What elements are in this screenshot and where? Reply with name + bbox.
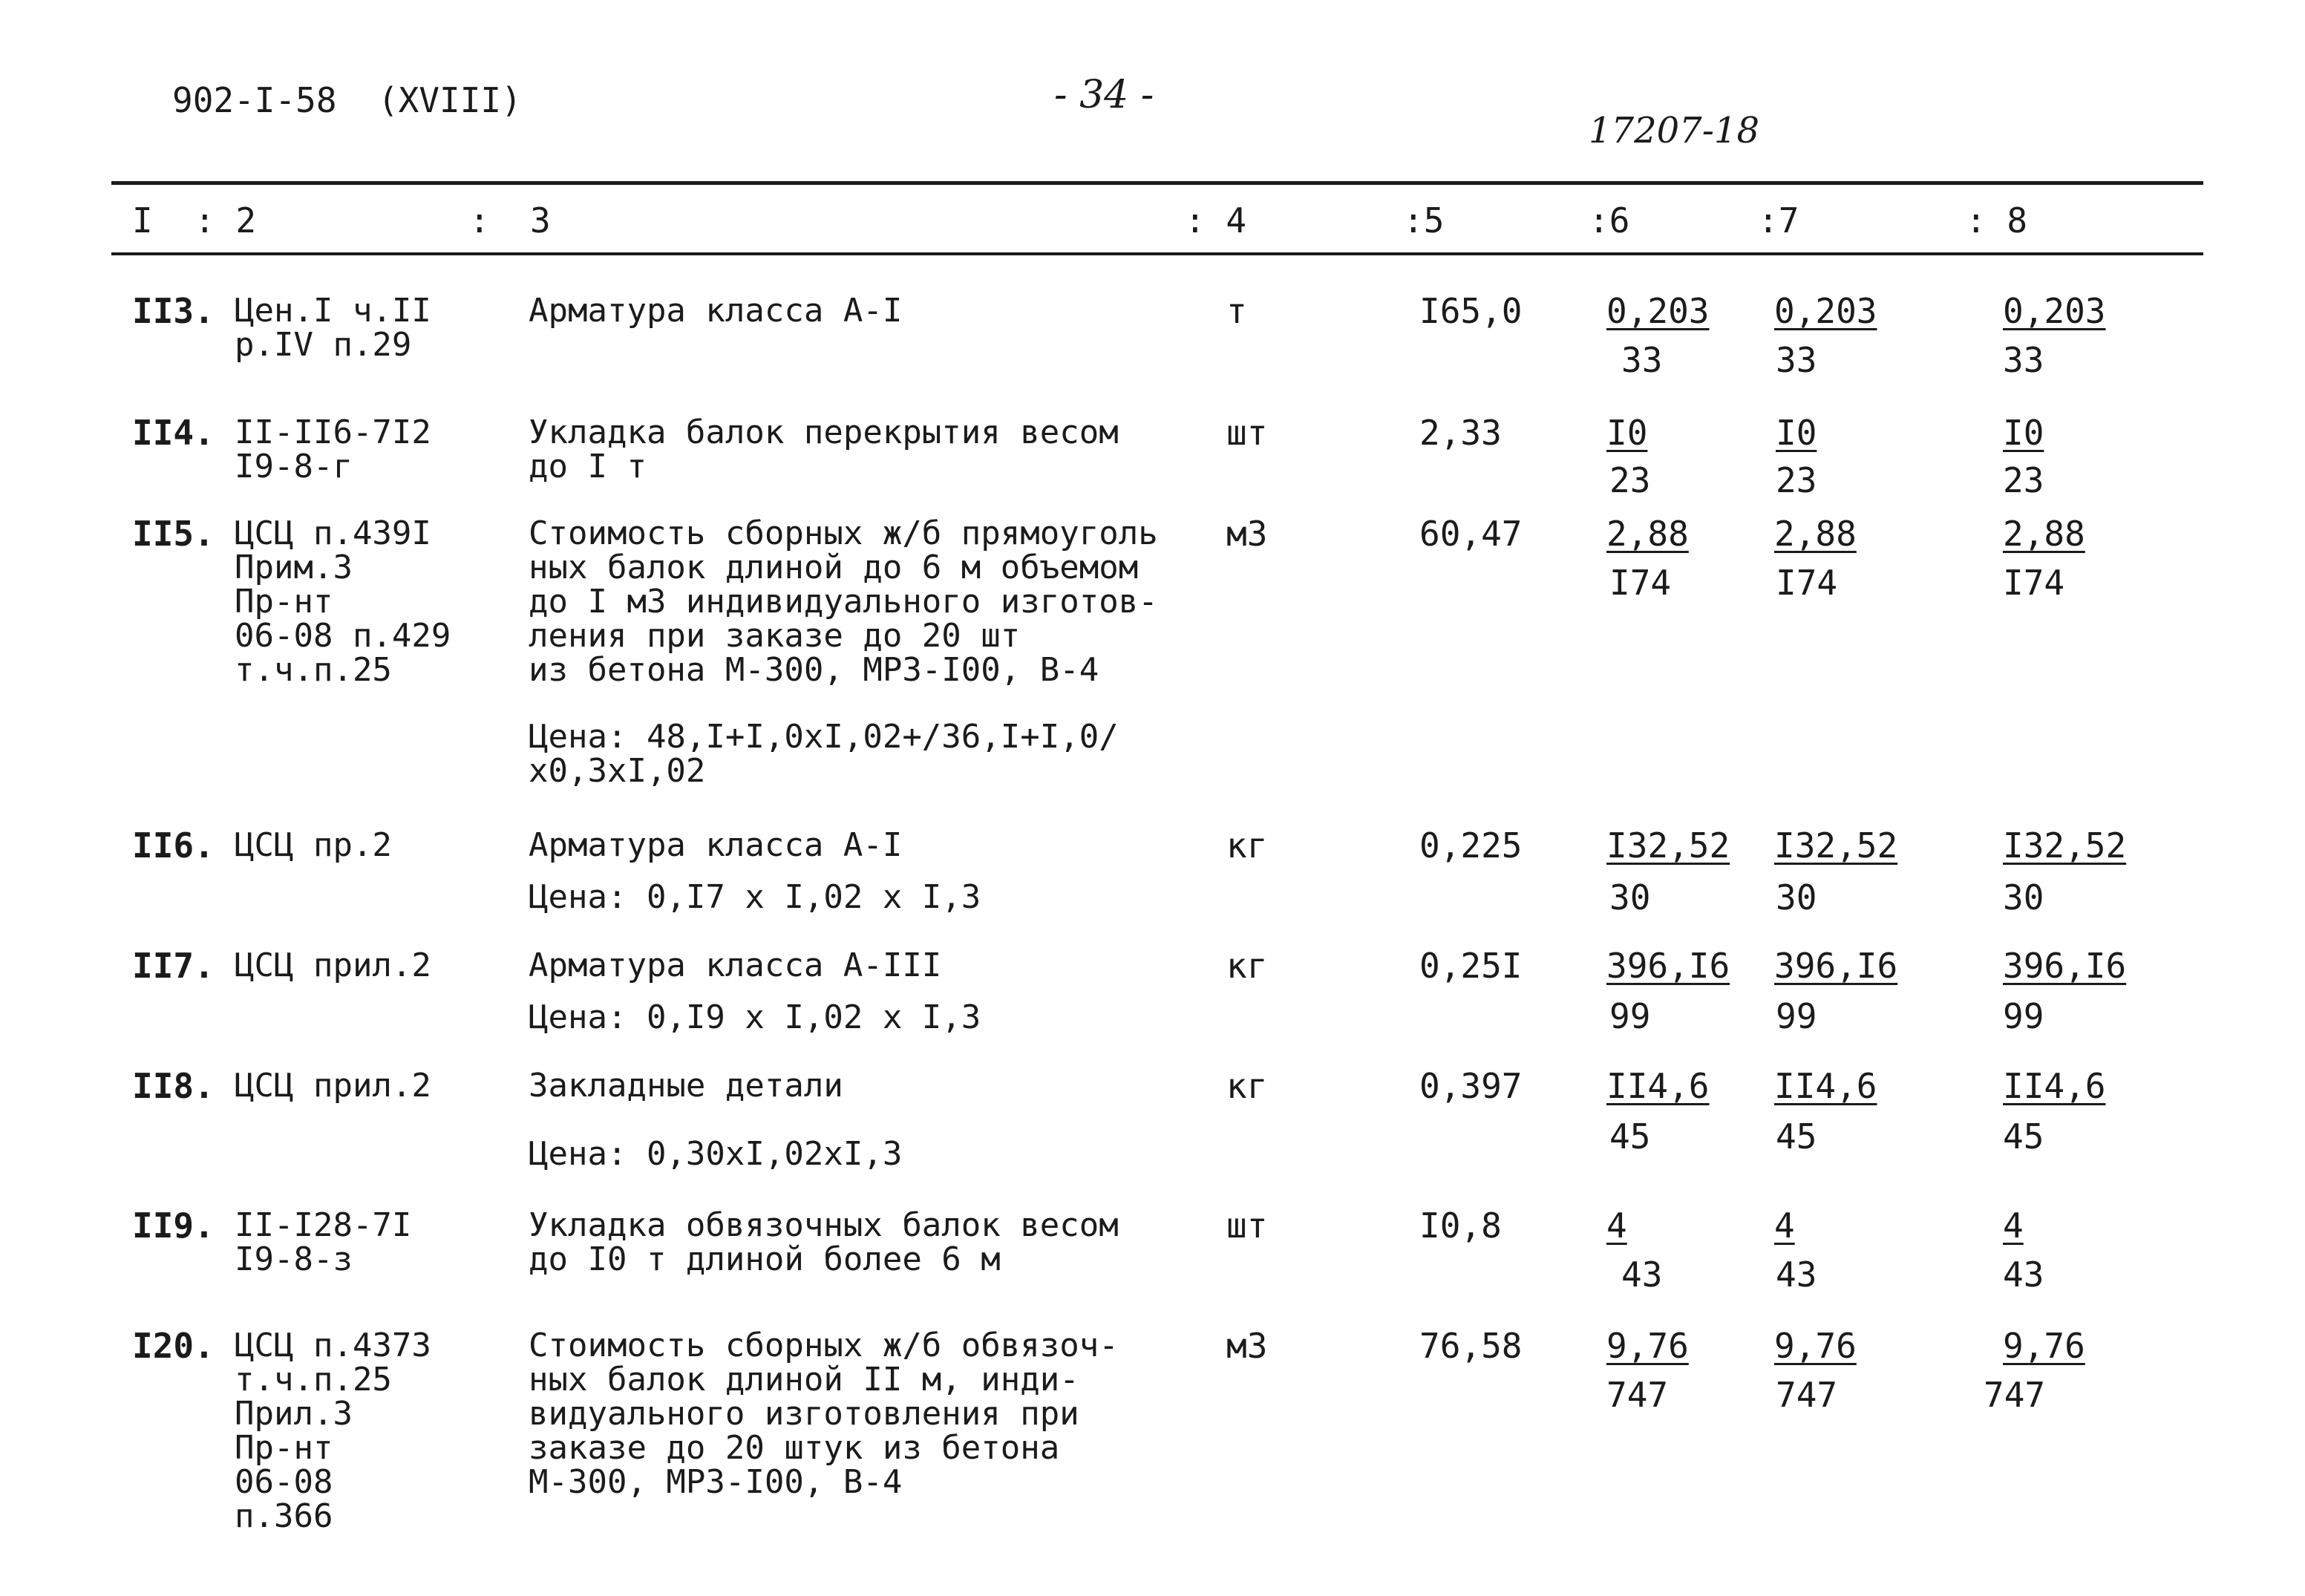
col8-upper: 4 (2003, 1206, 2024, 1246)
row-unit: шт (1226, 1206, 1268, 1246)
col6-lower: 43 (1621, 1255, 1663, 1295)
row-unit: кг (1226, 946, 1268, 986)
column-header-2: : 2 (194, 200, 257, 241)
col8-lower: 747 (1984, 1375, 2046, 1415)
row-number: II7. (132, 946, 215, 986)
col7-lower: 747 (1776, 1375, 1838, 1415)
row-number: II3. (132, 291, 215, 331)
col8-lower: I74 (2003, 563, 2065, 603)
document-code: 902-I-58 (XVIII) (172, 80, 522, 120)
col7-lower: 23 (1776, 460, 1817, 500)
row-unit: кг (1226, 825, 1268, 866)
column-header-7: :7 (1758, 200, 1799, 241)
col8-upper: 396,I6 (2003, 946, 2127, 986)
col8-lower: 30 (2003, 877, 2044, 918)
row-number: II8. (132, 1066, 215, 1106)
col6-upper: 396,I6 (1606, 946, 1730, 986)
col6-upper: 4 (1606, 1206, 1627, 1246)
column-header-separator: : (469, 200, 490, 241)
row-description: Укладка балок перекрытия весом до I т (529, 413, 1119, 485)
col7-upper: 0,203 (1774, 291, 1877, 331)
row-number: II9. (132, 1206, 215, 1246)
col6-lower: 45 (1609, 1116, 1651, 1157)
row-quantity: I65,0 (1419, 291, 1523, 331)
row-description: Стоимость сборных ж/б прямоуголь ных балок длиной до 6 м объемом до I м3 индивидуального изготов- ления при заказе до 20 шт из бетона М-300, МРЗ-I00, В-4 (529, 514, 1158, 689)
col6-upper: I32,52 (1606, 825, 1730, 866)
row-description: Закладные детали (529, 1067, 843, 1105)
row-price-note: Цена: 0,I7 х I,02 х I,3 (529, 878, 981, 916)
row-price-note: Цена: 0,I9 х I,02 х I,3 (529, 998, 981, 1036)
col8-upper: 9,76 (2003, 1326, 2085, 1366)
column-header-6: :6 (1589, 200, 1630, 241)
col8-lower: 99 (2003, 996, 2044, 1036)
col8-upper: I32,52 (2003, 825, 2127, 866)
col6-upper: I0 (1606, 413, 1648, 453)
col8-upper: 0,203 (2003, 291, 2106, 331)
column-header-8: : 8 (1966, 200, 2028, 241)
col8-lower: 43 (2003, 1255, 2044, 1295)
col7-upper: I32,52 (1774, 825, 1898, 866)
col7-upper: I0 (1776, 413, 1817, 453)
row-unit: м3 (1226, 514, 1268, 554)
row-description: Арматура класса А-III (529, 946, 942, 984)
row-price-note: Цена: 0,30хI,02хI,3 (529, 1135, 903, 1173)
col7-lower: I74 (1776, 563, 1838, 603)
page-number: - 34 - (1054, 73, 1154, 117)
col7-lower: 45 (1776, 1116, 1817, 1157)
col6-upper: 2,88 (1606, 514, 1689, 554)
row-reference: ЦСЦ п.4373 т.ч.п.25 Прил.3 Пр-нт 06-08 п.366 (235, 1327, 431, 1535)
row-reference: ЦСЦ пр.2 (235, 826, 392, 864)
row-unit: м3 (1226, 1326, 1268, 1366)
row-quantity: 76,58 (1419, 1326, 1523, 1366)
column-header-5: :5 (1403, 200, 1445, 241)
row-reference: ЦСЦ прил.2 (235, 1067, 431, 1105)
col8-upper: 2,88 (2003, 514, 2085, 554)
row-number: II6. (132, 825, 215, 866)
row-quantity: 2,33 (1419, 413, 1502, 453)
row-quantity: 0,25I (1419, 946, 1523, 986)
col7-lower: 43 (1776, 1255, 1817, 1295)
row-number: I20. (132, 1326, 215, 1366)
header-bottom-rule (111, 252, 2203, 255)
column-header-4: : 4 (1185, 200, 1247, 241)
col6-upper: 9,76 (1606, 1326, 1689, 1366)
row-description: Укладка обвязочных балок весом до I0 т длиной более 6 м (529, 1206, 1119, 1278)
col8-lower: 23 (2003, 460, 2044, 500)
row-unit: кг (1226, 1066, 1268, 1106)
row-description: Арматура класса А-I (529, 292, 903, 330)
row-quantity: 0,225 (1419, 825, 1523, 866)
col6-lower: 747 (1606, 1375, 1669, 1415)
row-reference: II-I28-7I I9-8-з (235, 1206, 412, 1278)
col8-lower: 45 (2003, 1116, 2044, 1157)
row-reference: Цен.I ч.II р.IV п.29 (235, 292, 431, 364)
col7-upper: 396,I6 (1774, 946, 1898, 986)
row-number: II5. (132, 514, 215, 554)
col8-upper: I0 (2003, 413, 2044, 453)
col6-lower: I74 (1609, 563, 1672, 603)
col6-lower: 99 (1609, 996, 1651, 1036)
row-unit: шт (1226, 413, 1268, 453)
column-header-3: 3 (530, 200, 551, 241)
row-quantity: I0,8 (1419, 1206, 1502, 1246)
col6-upper: 0,203 (1606, 291, 1710, 331)
row-quantity: 60,47 (1419, 514, 1523, 554)
row-unit: т (1226, 291, 1247, 331)
col7-lower: 33 (1776, 340, 1817, 380)
col6-upper: II4,6 (1606, 1066, 1710, 1106)
table-top-rule (111, 181, 2203, 185)
row-description: Стоимость сборных ж/б обвязоч- ных балок длиной II м, инди- видуального изготовления при заказе до 20 штук из бетона М-300, МРЗ-I00, В-4 (529, 1327, 1119, 1501)
col7-lower: 99 (1776, 996, 1817, 1036)
row-reference: II-II6-7I2 I9-8-г (235, 413, 431, 485)
col7-upper: 4 (1774, 1206, 1795, 1246)
col7-lower: 30 (1776, 877, 1817, 918)
row-reference: ЦСЦ прил.2 (235, 946, 431, 984)
col7-upper: 9,76 (1774, 1326, 1857, 1366)
col8-upper: II4,6 (2003, 1066, 2106, 1106)
row-description: Арматура класса А-I (529, 826, 903, 864)
col6-lower: 33 (1621, 340, 1663, 380)
col7-upper: 2,88 (1774, 514, 1857, 554)
column-header-1: I (132, 200, 153, 241)
col8-lower: 33 (2003, 340, 2044, 380)
col6-lower: 23 (1609, 460, 1651, 500)
col6-lower: 30 (1609, 877, 1651, 918)
row-price-note: Цена: 48,I+I,0хI,02+/36,I+I,0/ х0,3хI,02 (529, 718, 1119, 790)
row-quantity: 0,397 (1419, 1066, 1523, 1106)
row-number: II4. (132, 413, 215, 453)
col7-upper: II4,6 (1774, 1066, 1877, 1106)
handwritten-registration-number: 17207-18 (1589, 110, 1759, 151)
row-reference: ЦСЦ п.439I Прим.3 Пр-нт 06-08 п.429 т.ч.п.25 (235, 514, 451, 689)
